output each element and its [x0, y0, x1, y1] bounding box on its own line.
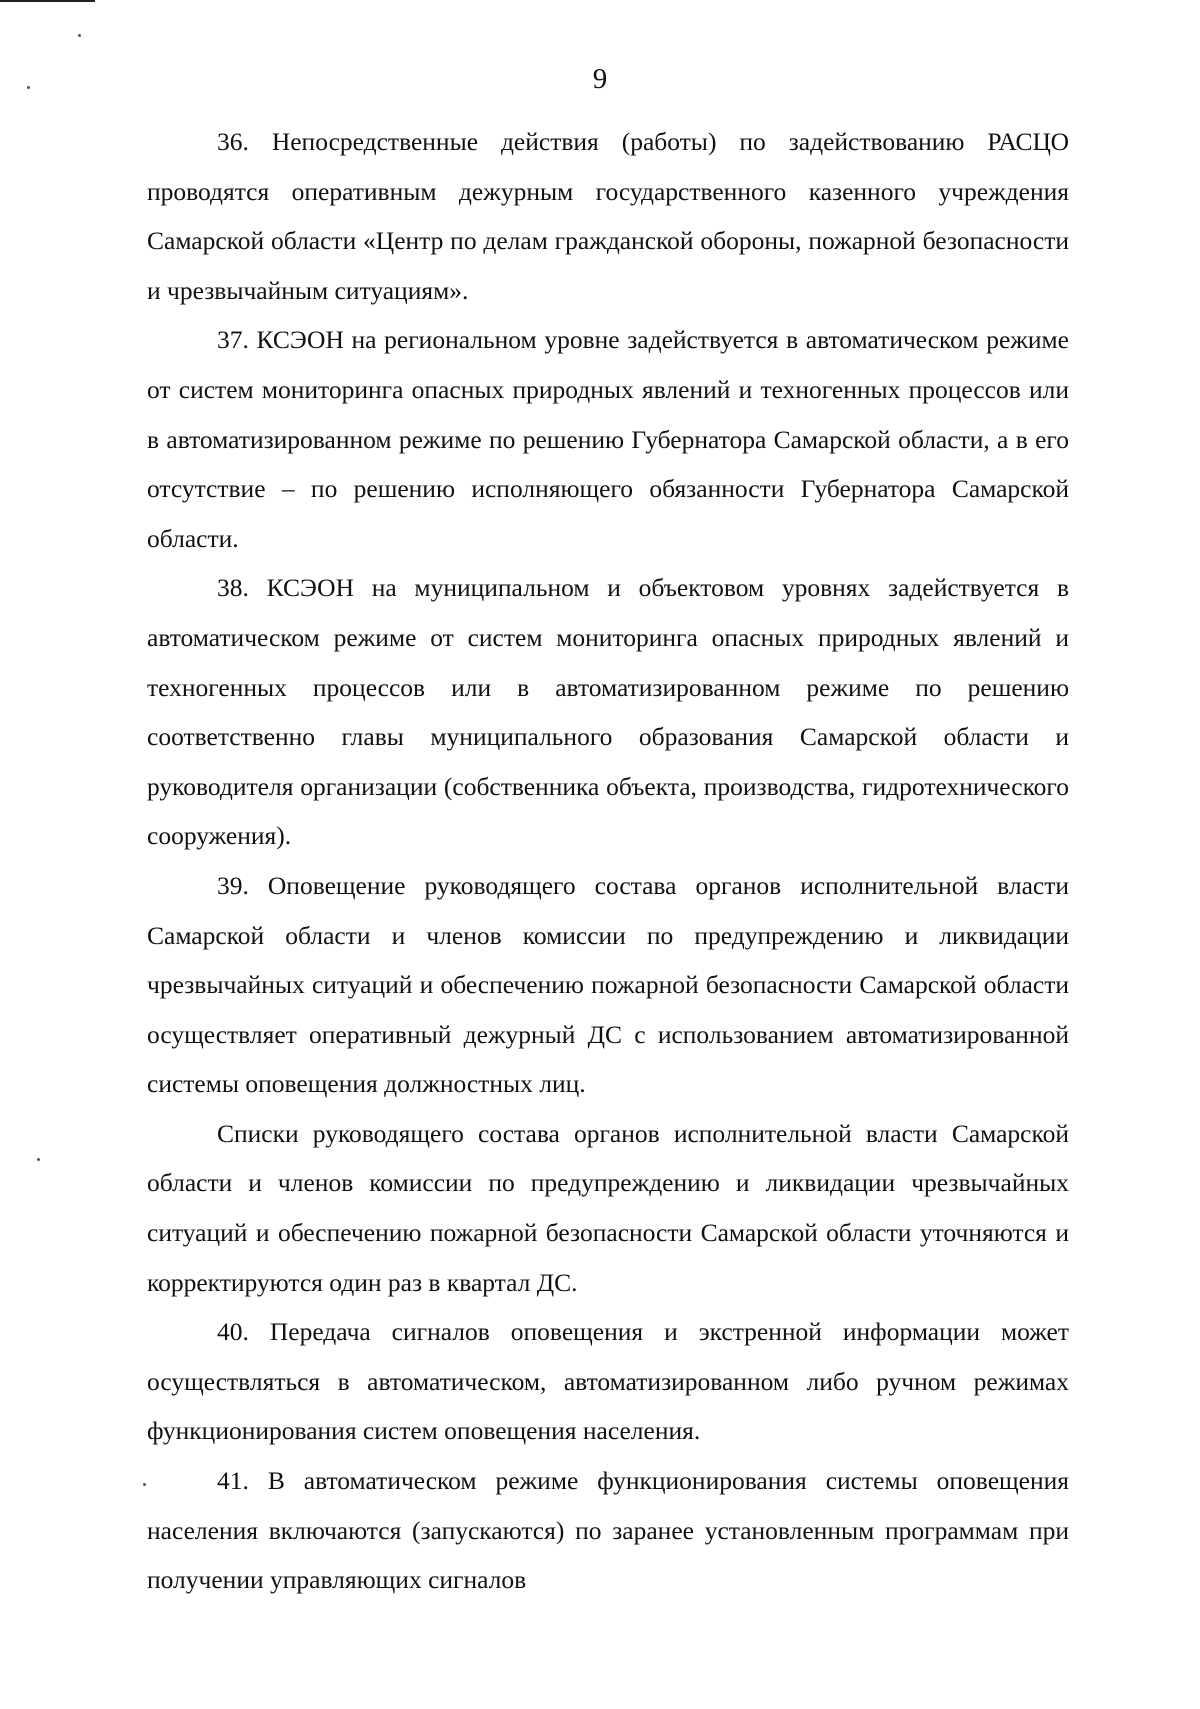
paragraph-41: 41. В автоматическом режиме функционирования системы оповещения населения включаются (запускаются) по заранее установленным программам при получении управляющих сигналов: [147, 1466, 1069, 1595]
paragraph-39-lists: Списки руководящего состава органов исполнительной власти Самарской области и членов комиссии по предупреждению и ликвидации чрезвычайных ситуаций и обеспечению пожарной безопасности Самарской области уточняются и корректируются один раз в квартал ДС.: [147, 1118, 1069, 1297]
scan-speck: [37, 1158, 40, 1161]
paragraph-39: 39. Оповещение руководящего состава органов исполнительной власти Самарской области и членов комиссии по предупреждению и ликвидации чрезвычайных ситуаций и обеспечению пожарной безопасности Самарской области осуществляет оперативный дежурный ДС с использованием автоматизированной системы оповещения должностных лиц.: [147, 870, 1069, 1099]
paragraph-40: 40. Передача сигналов оповещения и экстренной информации может осуществляться в автоматическом, автоматизированном либо ручном режимах функционирования систем оповещения населения.: [147, 1317, 1069, 1446]
paragraph-36: 36. Непосредственные действия (работы) по задействованию РАСЦО проводятся оперативным дежурным государственного казенного учреждения Самарской области «Центр по делам гражданской обороны, пожарной безопасности и чрезвычайным ситуациям».: [147, 127, 1069, 305]
paragraph-37: 37. КСЭОН на региональном уровне задействуется в автоматическом режиме от систем мониторинга опасных природных явлений и техногенных процессов или в автоматизированном режиме по решению Губернатора Самарской области, а в его отсутствие – по решению исполняющего обязанности Губернатора Самарской области.: [147, 325, 1069, 553]
scan-speck: [143, 1483, 146, 1486]
scan-speck: [78, 34, 81, 37]
paragraph-38: 38. КСЭОН на муниципальном и объектовом уровнях задействуется в автоматическом режиме от систем мониторинга опасных природных явлений и техногенных процессов или в автоматизированном режиме по решению соответственно главы муниципального образования Самарской области и руководителя организации (собственника объекта, производства, гидротехнического сооружения).: [147, 573, 1069, 851]
scan-edge-mark: [0, 0, 95, 2]
document-body: [147, 117, 1069, 1605]
page-number: 9: [592, 63, 608, 95]
